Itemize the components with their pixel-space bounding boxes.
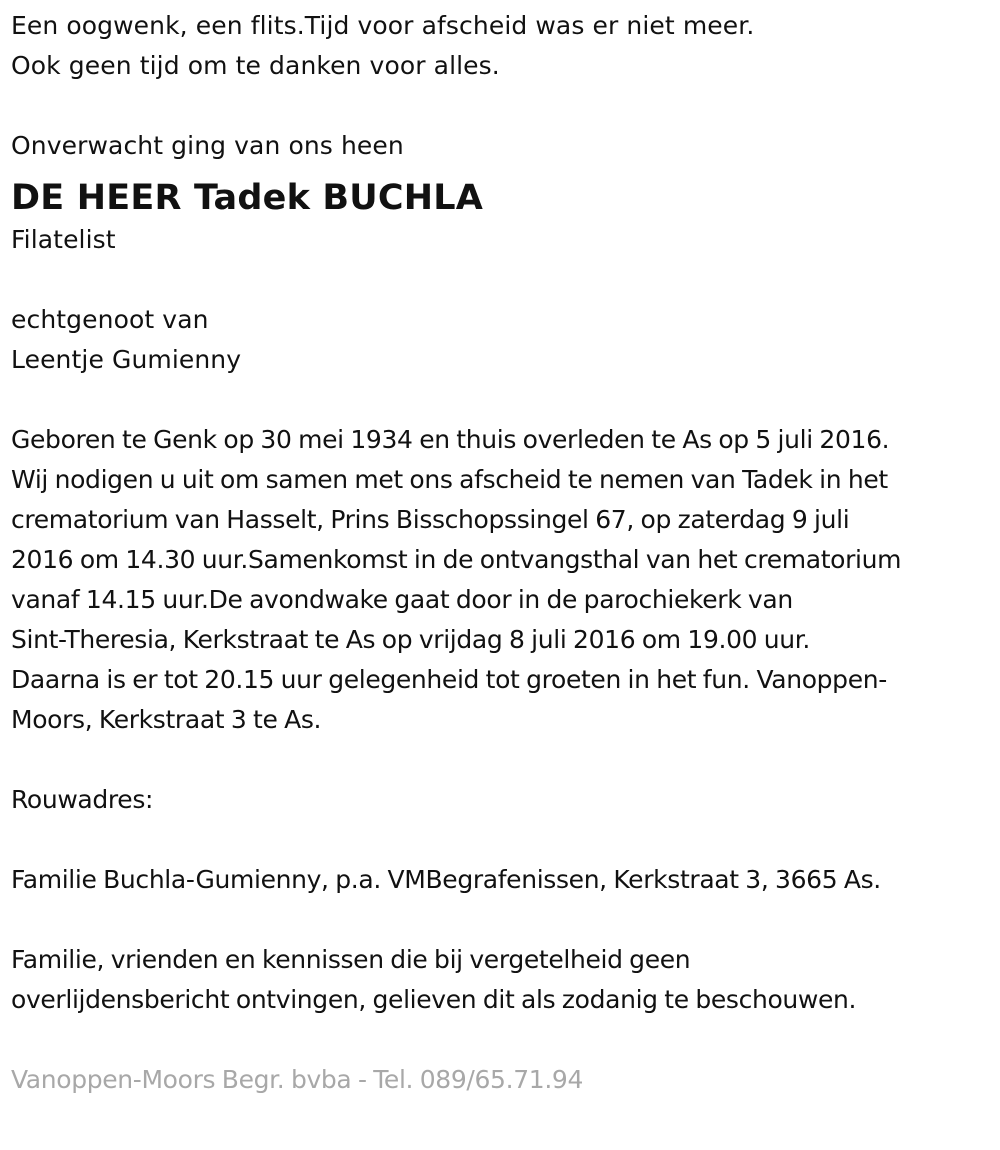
details-line: Moors, Kerkstraat 3 te As. bbox=[11, 705, 322, 734]
footer-credit: Vanoppen-Moors Begr. bvba - Tel. 089/65.71.94 bbox=[11, 1065, 584, 1094]
notice-line: Familie, vrienden en kennissen die bij vergetelheid geen bbox=[11, 945, 691, 974]
spacer bbox=[11, 900, 1000, 940]
details-line: crematorium van Hasselt, Prins Bisschopssingel 67, op zaterdag 9 juli bbox=[11, 505, 850, 534]
details-line: vanaf 14.15 uur.De avondwake gaat door in de parochiekerk van bbox=[11, 585, 793, 614]
mourning-address-section bbox=[11, 780, 1000, 900]
occupation: Filatelist bbox=[11, 225, 116, 254]
spacer bbox=[11, 740, 1000, 780]
spouse-label: echtgenoot van bbox=[11, 305, 209, 334]
spacer bbox=[11, 1020, 1000, 1060]
intro-line-2: Ook geen tijd om te danken voor alles. bbox=[11, 51, 500, 80]
deceased-name: DE HEER Tadek BUCHLA bbox=[11, 178, 484, 218]
details-line: Wij nodigen u uit om samen met ons afscheid te nemen van Tadek in het bbox=[11, 465, 888, 494]
notice-paragraph bbox=[11, 940, 1000, 1020]
mourning-address: Familie Buchla-Gumienny, p.a. VMBegrafenissen, Kerkstraat 3, 3665 As. bbox=[11, 865, 881, 894]
details-line: 2016 om 14.30 uur.Samenkomst in de ontvangsthal van het crematorium bbox=[11, 545, 902, 574]
spacer bbox=[11, 380, 1000, 420]
details-line: Sint-Theresia, Kerkstraat te As op vrijdag 8 juli 2016 om 19.00 uur. bbox=[11, 625, 811, 654]
mourning-address-label: Rouwadres: bbox=[11, 785, 154, 814]
details-paragraph bbox=[11, 420, 1000, 740]
spacer bbox=[11, 86, 1000, 126]
details-line: Daarna is er tot 20.15 uur gelegenheid tot groeten in het fun. Vanoppen- bbox=[11, 665, 887, 694]
intro-line-1: Een oogwenk, een flits.Tijd voor afscheid was er niet meer. bbox=[11, 11, 755, 40]
notice-line: overlijdensbericht ontvingen, gelieven dit als zodanig te beschouwen. bbox=[11, 985, 857, 1014]
announcement: Onverwacht ging van ons heen bbox=[11, 131, 404, 160]
spacer bbox=[11, 820, 1000, 860]
spacer bbox=[11, 260, 1000, 300]
footer-section bbox=[11, 1060, 1000, 1100]
spouse-name: Leentje Gumienny bbox=[11, 345, 242, 374]
details-line: Geboren te Genk op 30 mei 1934 en thuis overleden te As op 5 juli 2016. bbox=[11, 425, 890, 454]
